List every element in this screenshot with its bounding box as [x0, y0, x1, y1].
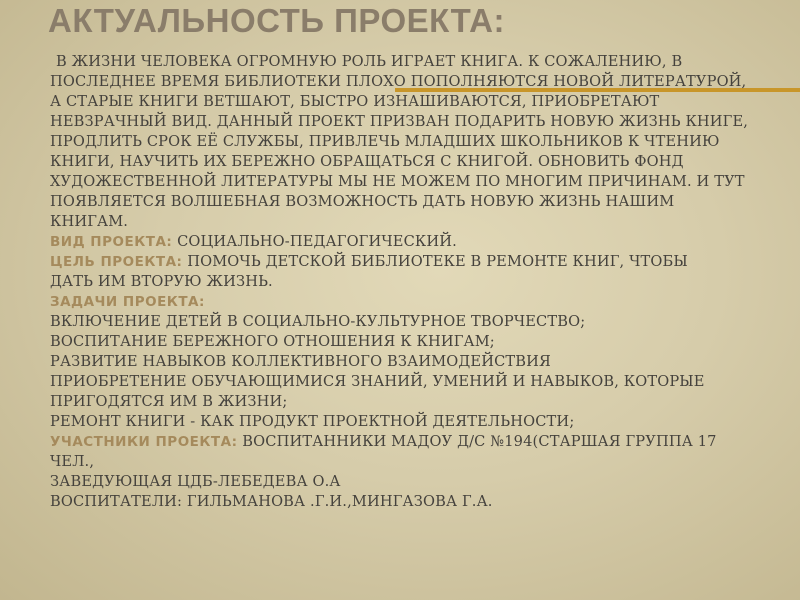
participants-line: ВОСПИТАТЕЛИ: ГИЛЬМАНОВА .Г.И.,МИНГАЗОВА Г.А.	[50, 493, 493, 510]
intro-line: В ЖИЗНИ ЧЕЛОВЕКА ОГРОМНУЮ РОЛЬ ИГРАЕТ КНИГА. К СОЖАЛЕНИЮ, В	[56, 53, 683, 70]
project-goal-label: ЦЕЛЬ ПРОЕКТА:	[50, 254, 183, 270]
slide-body	[50, 52, 785, 512]
project-participants	[50, 432, 785, 452]
task-line: ПРИОБРЕТЕНИЕ ОБУЧАЮЩИМИСЯ ЗНАНИЙ, УМЕНИЙ И НАВЫКОВ, КОТОРЫЕ	[50, 373, 705, 390]
project-type-value: СОЦИАЛЬНО-ПЕДАГОГИЧЕСКИЙ.	[172, 233, 457, 250]
task-line: ВОСПИТАНИЕ БЕРЕЖНОГО ОТНОШЕНИЯ К КНИГАМ;	[50, 333, 495, 350]
intro-line: ПРОДЛИТЬ СРОК ЕЁ СЛУЖБЫ, ПРИВЛЕЧЬ МЛАДШИХ ШКОЛЬНИКОВ К ЧТЕНИЮ	[50, 133, 720, 150]
project-type	[50, 232, 785, 252]
participants-line: ЗАВЕДУЮЩАЯ ЦДБ-ЛЕБЕДЕВА О.А	[50, 473, 341, 490]
intro-line: ХУДОЖЕСТВЕННОЙ ЛИТЕРАТУРЫ МЫ НЕ МОЖЕМ ПО МНОГИМ ПРИЧИНАМ. И ТУТ	[50, 173, 745, 190]
intro-line: ПОЯВЛЯЕТСЯ ВОЛШЕБНАЯ ВОЗМОЖНОСТЬ ДАТЬ НОВУЮ ЖИЗНЬ НАШИМ	[50, 193, 675, 210]
project-goal-continuation: ДАТЬ ИМ ВТОРУЮ ЖИЗНЬ.	[50, 273, 273, 290]
project-type-label: ВИД ПРОЕКТА:	[50, 234, 173, 250]
project-tasks-label: ЗАДАЧИ ПРОЕКТА:	[50, 294, 205, 310]
participants-line: ЧЕЛ.,	[50, 453, 95, 470]
project-participants-value: ВОСПИТАННИКИ МАДОУ Д/С №194(СТАРШАЯ ГРУППА 17	[237, 433, 717, 450]
slide-title: АКТУАЛЬНОСТЬ ПРОЕКТА:	[48, 2, 505, 39]
intro-line: КНИГАМ.	[50, 213, 129, 230]
intro-line: ПОСЛЕДНЕЕ ВРЕМЯ БИБЛИОТЕКИ ПЛОХО ПОПОЛНЯЮТСЯ НОВОЙ ЛИТЕРАТУРОЙ,	[50, 73, 747, 90]
project-participants-label: УЧАСТНИКИ ПРОЕКТА:	[50, 434, 238, 450]
task-line: РАЗВИТИЕ НАВЫКОВ КОЛЛЕКТИВНОГО ВЗАИМОДЕЙСТВИЯ	[50, 353, 551, 370]
intro-line: КНИГИ, НАУЧИТЬ ИХ БЕРЕЖНО ОБРАЩАТЬСЯ С КНИГОЙ. ОБНОВИТЬ ФОНД	[50, 153, 684, 170]
project-goal-value: ПОМОЧЬ ДЕТСКОЙ БИБЛИОТЕКЕ В РЕМОНТЕ КНИГ, ЧТОБЫ	[182, 253, 688, 270]
project-goal	[50, 252, 785, 272]
task-line: ВКЛЮЧЕНИЕ ДЕТЕЙ В СОЦИАЛЬНО-КУЛЬТУРНОЕ ТВОРЧЕСТВО;	[50, 313, 586, 330]
intro-line: А СТАРЫЕ КНИГИ ВЕТШАЮТ, БЫСТРО ИЗНАШИВАЮТСЯ, ПРИОБРЕТАЮТ	[50, 93, 660, 110]
task-line: ПРИГОДЯТСЯ ИМ В ЖИЗНИ;	[50, 393, 288, 410]
intro-line: НЕВЗРАЧНЫЙ ВИД. ДАННЫЙ ПРОЕКТ ПРИЗВАН ПОДАРИТЬ НОВУЮ ЖИЗНЬ КНИГЕ,	[50, 113, 749, 130]
task-line: РЕМОНТ КНИГИ - КАК ПРОДУКТ ПРОЕКТНОЙ ДЕЯТЕЛЬНОСТИ;	[50, 413, 575, 430]
